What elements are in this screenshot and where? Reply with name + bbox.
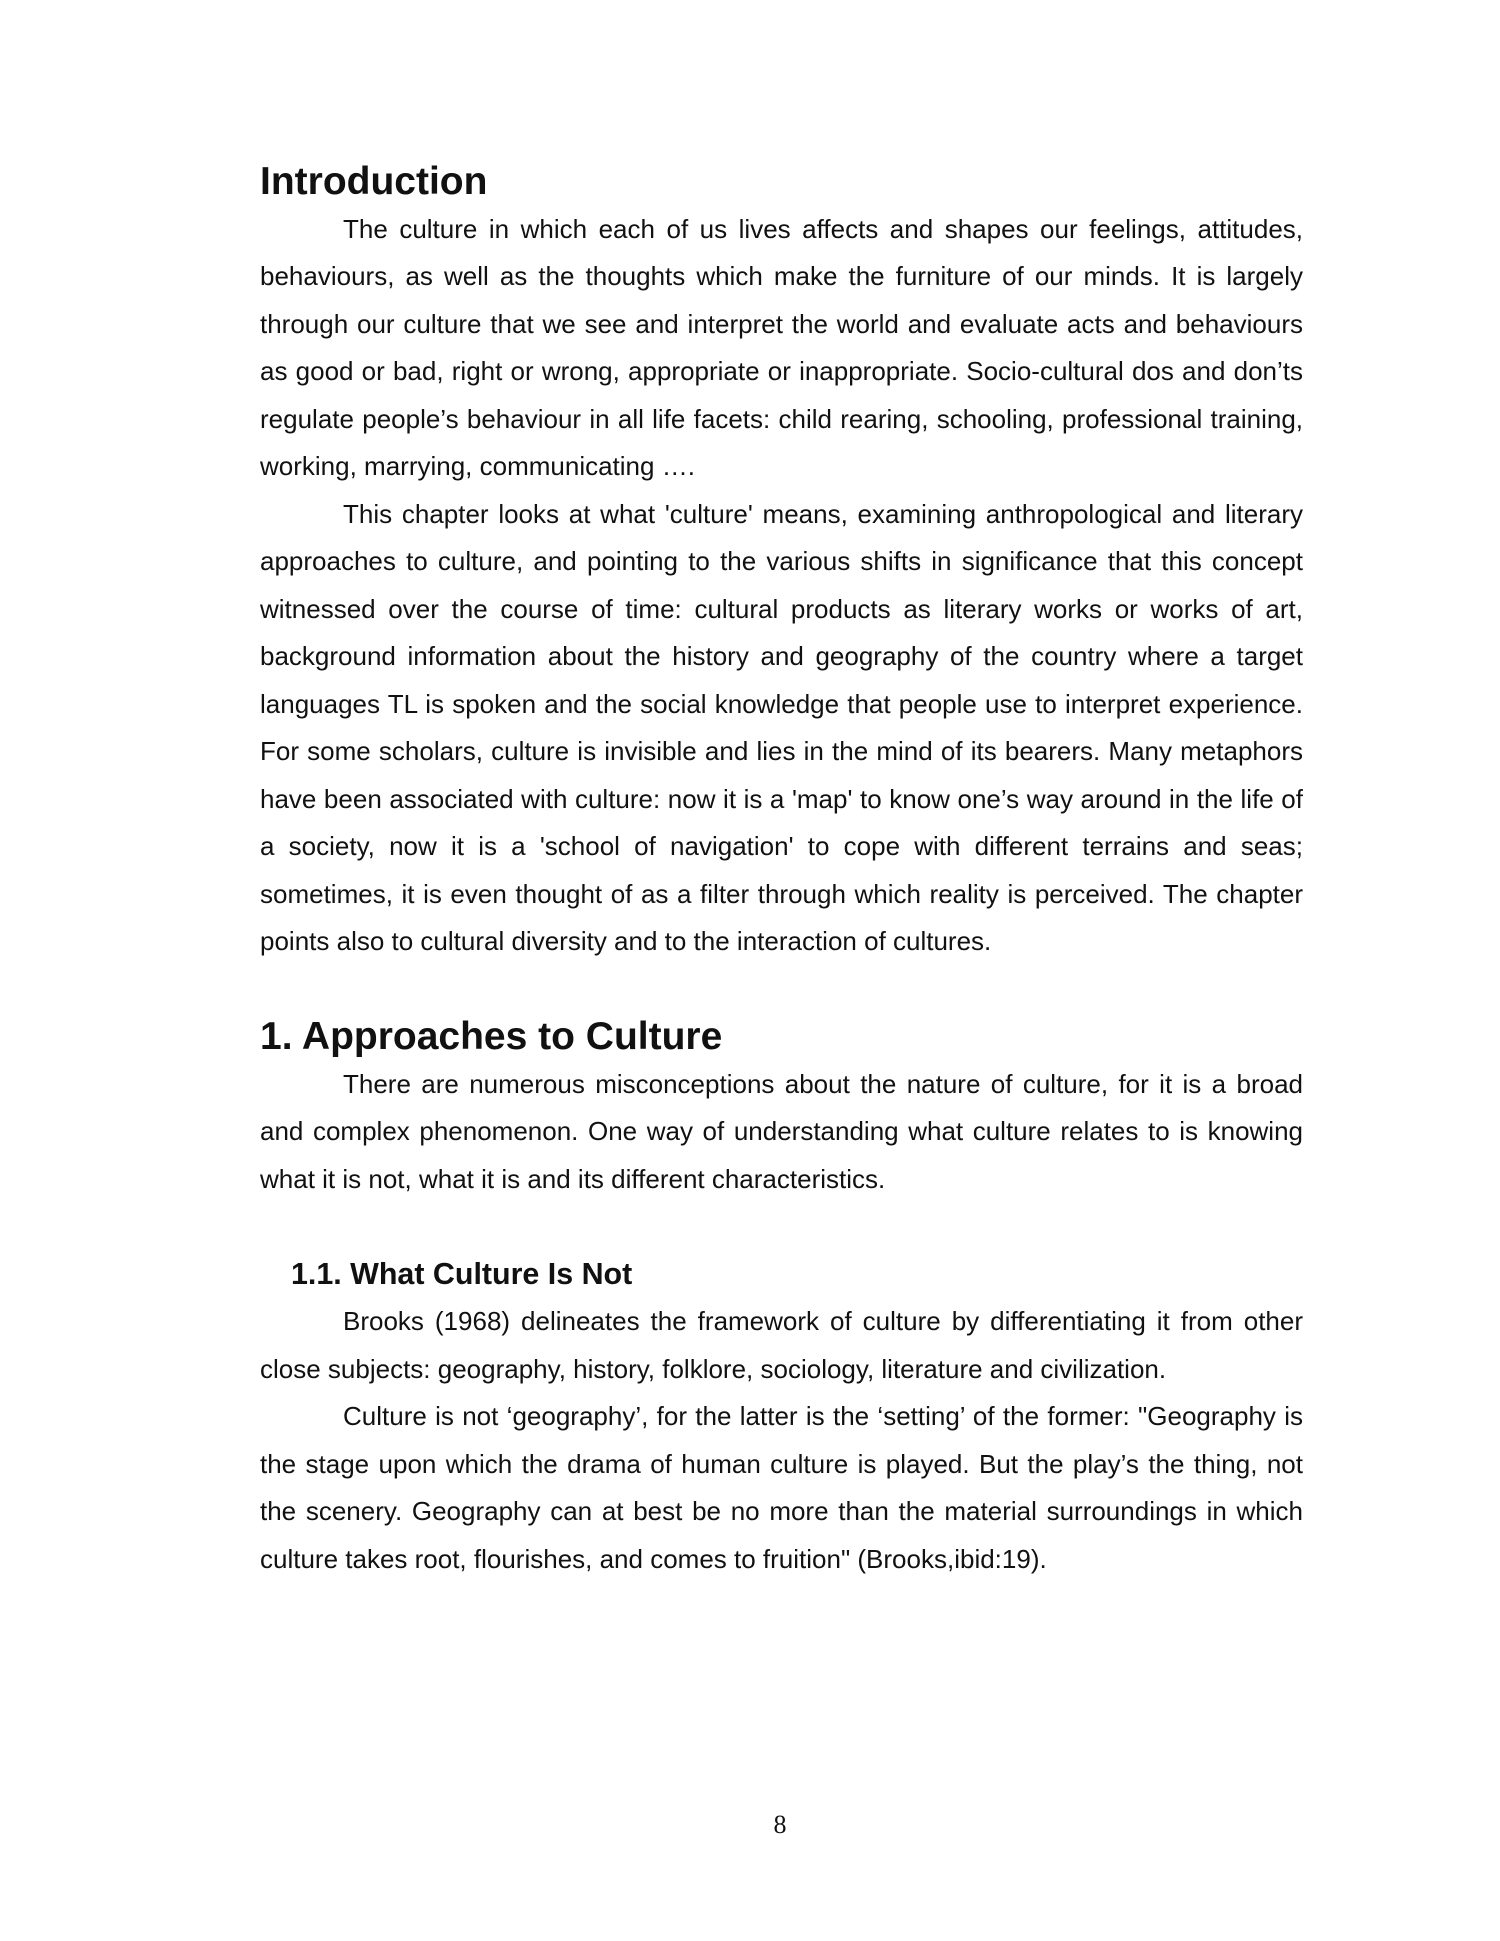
page-number: 8 bbox=[773, 1810, 787, 1839]
section-1-1-paragraph-2: Culture is not ‘geography’, for the latter is the ‘setting’ of the former: "Geography is the stage upon which the drama of human culture is played. But the play’s the thing, not the scenery. Geography can at best be no more than the material surroundings in which culture takes root, flourishes, and comes to fruition" (Brooks,ibid:19). bbox=[260, 1401, 1303, 1574]
section-spacer bbox=[260, 966, 1303, 1014]
section-1-paragraph-1: There are numerous misconceptions about the nature of culture, for it is a broad and complex phenomenon. One way of understanding what culture relates to is knowing what it is not, what it is and its different characteristics. bbox=[260, 1068, 1303, 1194]
section-1-1-paragraph-1: Brooks (1968) delineates the framework of culture by differentiating it from other close subjects: geography, history, folklore, sociology, literature and civilization. bbox=[260, 1306, 1303, 1384]
introduction-paragraph-2: This chapter looks at what 'culture' means, examining anthropological and literary approaches to culture, and pointing to the various shifts in significance that this concept witnessed over the course of time: cultural products as literary works or works of art, background information about the history and geography of the country where a target languages TL is spoken and the social knowledge that people use to interpret experience. For some scholars, culture is invisible and lies in the mind of its bearers. Many metaphors have been associated with culture: now it is a 'map' to know one’s way around in the life of a society, now it is a 'school of navigation' to cope with different terrains and seas; sometimes, it is even thought of as a filter through which reality is perceived. The chapter points also to cultural diversity and to the interaction of cultures. bbox=[260, 498, 1303, 956]
section-1-1-heading: 1.1. What Culture Is Not bbox=[291, 1256, 633, 1291]
introduction-heading: Introduction bbox=[260, 160, 488, 203]
page-body bbox=[260, 158, 1303, 1583]
introduction-paragraph-1: The culture in which each of us lives affects and shapes our feelings, attitudes, behaviours, as well as the thoughts which make the furniture of our minds. It is largely through our culture that we see and interpret the world and evaluate acts and behaviours as good or bad, right or wrong, appropriate or inappropriate. Socio-cultural dos and don’ts regulate people’s behaviour in all life facets: child rearing, schooling, professional training, working, marrying, communicating …. bbox=[260, 213, 1303, 481]
section-spacer bbox=[260, 1203, 1303, 1251]
section-1-heading: 1. Approaches to Culture bbox=[260, 1015, 723, 1058]
